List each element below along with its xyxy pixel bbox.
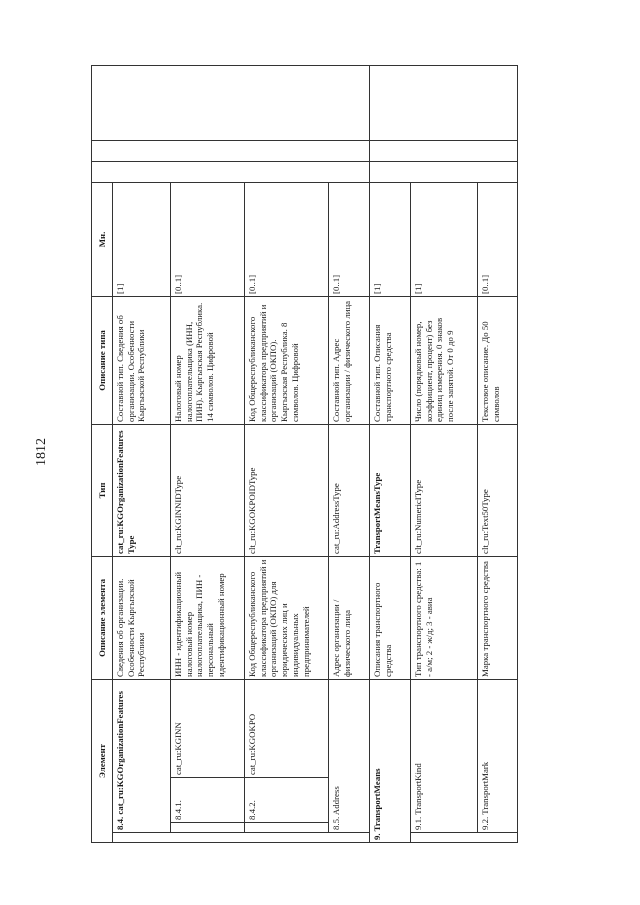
element-type: clt_ru:Text50Type (478, 424, 518, 556)
multiplicity: [1] (370, 182, 411, 296)
rotated-table-wrapper (91, 66, 599, 843)
row-number: 9. (372, 833, 382, 840)
row-number: 9.2. (480, 816, 490, 830)
element-description: Адрес организации / физического лица (329, 556, 370, 679)
multiplicity: [0..1] (245, 182, 329, 296)
type-description: Код Общереспубликанского классификатора предприятий и организаций (ОКПО). Кыргызская Республика. 8 символов. Цифровой (245, 296, 329, 424)
table-row (478, 65, 518, 842)
table-row (245, 65, 329, 842)
header-row (92, 65, 113, 842)
header-type-description: Описание типа (92, 296, 113, 424)
element-description: ИНН - идентификационный налоговый номер налогоплательщика, ПИН - персональный идентификационный номер (171, 556, 245, 679)
element-description: Тип транспортного средства: 1 - а/м; 2 - ж/д; 3 - авиа (411, 556, 478, 679)
element-description: Сведения об организации. Особенности Кыргызской Республики (113, 556, 171, 679)
element-name: cat_ru:KGOKPO (245, 679, 329, 777)
element-name: cat_ru:KGINN (171, 679, 245, 777)
multiplicity: [0..1] (478, 182, 518, 296)
element-table (91, 65, 518, 843)
table-row (411, 65, 478, 842)
element-type: TransportMeansType (370, 424, 411, 556)
element-type: cat_ru:AddressType (329, 424, 370, 556)
element-type: clt_ru:KGINNIDType (171, 424, 245, 556)
element-description: Марка транспортного средства (478, 556, 518, 679)
element-name: TransportMeans (372, 768, 382, 832)
row-number: 8.4. (115, 816, 125, 830)
element-name: TransportKind (413, 763, 423, 815)
row-number: 9.1. (413, 816, 423, 830)
element-type: cat_ru:KGOrganizationFeaturesType (113, 424, 171, 556)
header-element: Элемент (92, 679, 113, 842)
header-element-description: Описание элемента (92, 556, 113, 679)
table-row (370, 65, 411, 842)
multiplicity: [1] (411, 182, 478, 296)
multiplicity: [0..1] (171, 182, 245, 296)
row-number: 8.4.2. (245, 778, 329, 823)
page-number: 1812 (34, 438, 49, 466)
type-description: Налоговый номер налогоплательщика (ИНН, ПИН). Кыргызская Республика. 14 символов. Цифровой (171, 296, 245, 424)
element-description: Описания транспортного средства (370, 556, 411, 679)
type-description: Составной тип. Адрес организации / физического лица (329, 296, 370, 424)
element-description: Код Общереспубликанского классификатора предприятий и организаций (ОКПО) для юридических лиц и индивидуальных предпринимателей (245, 556, 329, 679)
type-description: Текстовое описание. До 50 символов (478, 296, 518, 424)
row-number: 8.5. (331, 816, 341, 830)
element-name: Address (331, 786, 341, 816)
header-type: Тип (92, 424, 113, 556)
multiplicity: [0..1] (329, 182, 370, 296)
element-name: cat_ru:KGOrganizationFeatures (115, 691, 125, 815)
multiplicity: [1] (113, 182, 171, 296)
type-description: Составной тип. Описания транспортного средства (370, 296, 411, 424)
header-multiplicity: Мн. (92, 182, 113, 296)
element-type: clt_ru:NumericIType (411, 424, 478, 556)
element-type: clt_ru:KGOKPOIDType (245, 424, 329, 556)
type-description: Число (порядковый номер, коэффициент, процент) без единиц измерения. 0 знаков после запятой. От 0 до 9 (411, 296, 478, 424)
row-number: 8.4.1. (171, 778, 245, 823)
type-description: Составной тип. Сведения об организации. Особенности Кыргызской Республики (113, 296, 171, 424)
element-name: TransportMark (480, 761, 490, 815)
table-row (113, 65, 171, 842)
table-row (171, 65, 245, 842)
table-row (329, 65, 370, 842)
